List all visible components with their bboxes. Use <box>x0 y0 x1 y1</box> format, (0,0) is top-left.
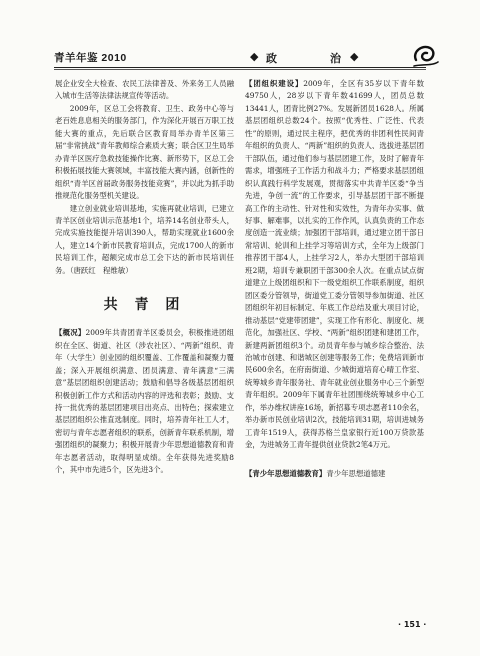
yearbook-title: 青羊年鉴 2010 <box>54 52 127 64</box>
diamond-icon: ◆ <box>350 51 359 63</box>
page-number: · 151 · <box>398 620 427 629</box>
overview-text: 2009年共青团青羊区委员会，积极推进团组织在全区、街道、社区（涉农社区）、“两新”组织、青年（大学生）创业园的组织覆盖、工作覆盖和凝聚力覆盖；深入开展组织满意、团员满意、青年满意“三满意”基层团组织创建活动；鼓励和倡导各级基层团组织积极创新工作方式和活动内容的评选和表彰；鼓励、支持一批优秀的基层团建项目出亮点、出特色；探索建立基层团组织公推直选制度。同时，培养青年社工人才，密切与青年志愿者组织的联系，创新青年联系机制，增强团组织的凝聚力；积极开展青少年思想道德教育和青年志愿者活动，取得明显成绩。全年获得先进奖励8个，其中市先进5个，区先进3个。 <box>55 328 234 475</box>
org-building-paragraph <box>245 78 424 452</box>
org-building-text: 2009年，全区有35岁以下青年数49750人，28岁以下青年数41699人，团员总数13441人，团青比例27%。发展新团员1628人。所属基层团组织总数24个。按照“优秀性、广泛性、代表性”的原则，通过民主程序，把优秀的非团利性民间青年组织的负责人、“两新”组织的负责人、选拔进基层团干部队伍，通过他们参与基层团建工作，及时了解青年需求，增强班子工作活力和战斗力；严格要求基层团组织认真践行科学发展观，贯彻落实中共青羊区委“争当先进，争创一流”的工作要求，引导基层团干部不断提高工作的主动性、针对性和实效性，为青年办实事、做好事、解难事，以扎实的工作作风，认真负责的工作态度创造一流业绩；加强团干部培训，通过建立团干部日常培训、轮训和上挂学习等培训方式，全年为上级部门推荐团干部4人，上挂学习2人，举办大型团干部培训班2期，培训专兼职团干部300余人次。在重点试点街道建立上级团组织和下一级党组织工作联系制度，组织团区委分管领导，街道党工委分管领导参加街道、社区团组织年初目标制定、年底工作总结及重大项目讨论，推动基层“党建带团建”，实现工作有形化、制度化、规范化，加强社区、学校、“两新”组织团建和建团工作，新建两新团组织3个。动员青年参与城乡综合整治、法治城市创建、和谐城区创建等服务工作；免费培训新市民600余名，在府南街道、少城街道培育心晴工作室、统筹城乡青年服务社、青年就业创业服务中心三个新型青年组织。2009年下属青年社团围绕统筹城乡中心工作，举办维权讲座16场，新招募专项志愿者110余名，举办新市民创业培训2次，技能培训31期，培训进城务工青年1519人，获得苏格兰皇家银行近100万贷款基金，为进城务工青年提供创业贷款2笔4万元。 <box>245 79 424 450</box>
diamond-icon: ◆ <box>250 51 259 63</box>
swirl-ornament-icon <box>410 40 440 70</box>
right-column <box>245 78 424 480</box>
youth-education-tag: 【青少年思想道德教育】 <box>245 468 327 478</box>
section-name-char-2: 治 <box>330 53 341 65</box>
section-name-char-1: 政 <box>266 53 277 65</box>
overview-tag: 【概况】 <box>55 328 86 338</box>
youth-education-paragraph <box>245 468 424 480</box>
header-rule <box>54 67 426 68</box>
running-header <box>54 50 424 66</box>
overview-paragraph <box>55 327 234 476</box>
left-column <box>55 78 234 477</box>
section-title: 共 青 团 <box>103 297 186 314</box>
paragraph: 2009年，区总工会将教育、卫生、政务中心等与老百姓息息相关的服务部门，作为深化开展百万职工技能大赛的重点，先后联合区教育局举办青羊区第三届“非常挑战”青年教师综合素质大赛；联合区卫生局举办青羊区医疗急救技能操作比赛、新形势下，区总工会积极拓展技能大赛领域，丰富技能大赛内涵，创新性的组织“青羊区首届政务服务技能竞赛”，并以此为抓手助推规范化服务型机关建设。 <box>55 103 234 201</box>
paragraph: 展企业安全大检查、农民工法律普及、外来务工人员融入城市生活等法律法规宣传等活动。 <box>55 79 234 101</box>
header-rule-thin <box>54 69 426 70</box>
youth-education-text: 青少年思想道德建 <box>326 468 386 478</box>
org-building-tag: 【团组织建设】 <box>245 79 304 88</box>
paragraph: 建立创业就业培训基地，实施再就业培训，已建立青羊区创业培训示范基地1个，培养14名创业带头人，完成实施技能提升培训390人，帮助实现就业1600余人，建立14个新市民教育培训点，完成1700人的新市民培训工作，超额完成市总工会下达的新市民培训任务。（唐跃红 程维敏） <box>55 203 234 275</box>
